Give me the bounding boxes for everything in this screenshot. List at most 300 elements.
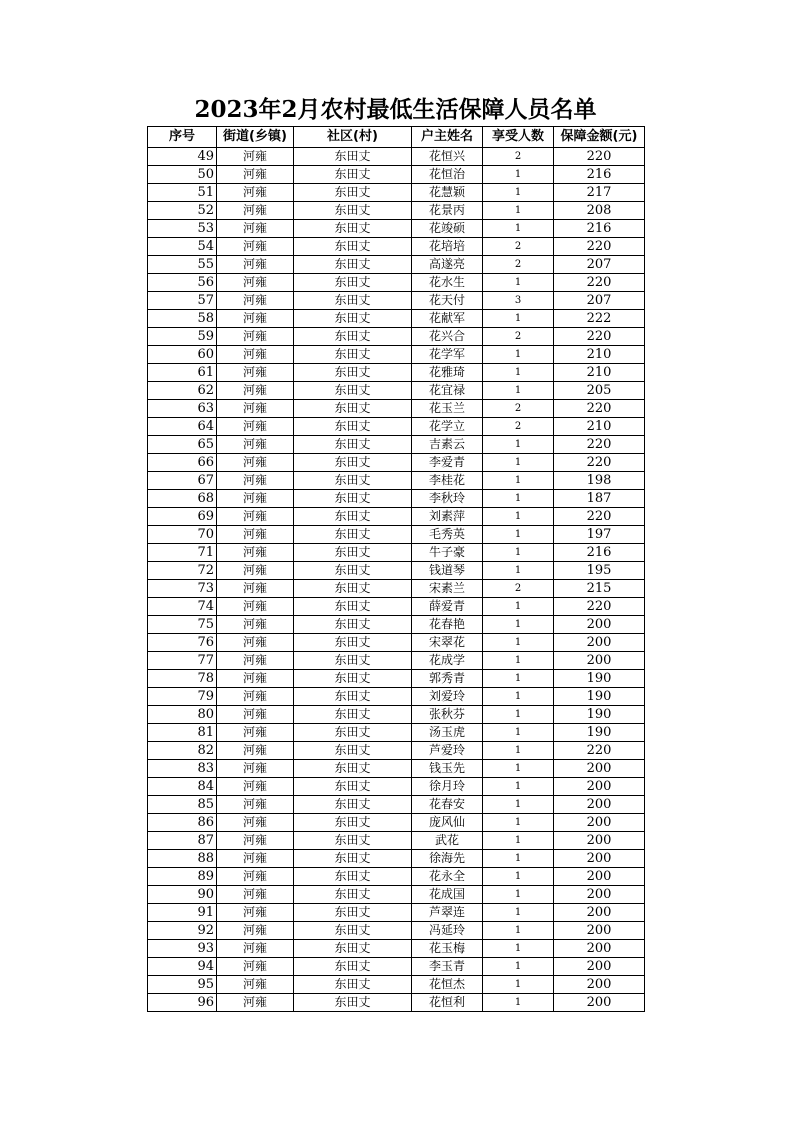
table-row bbox=[148, 778, 645, 796]
row-community: 东田丈 bbox=[294, 346, 412, 364]
row-community: 东田丈 bbox=[294, 778, 412, 796]
row-street: 河雍 bbox=[217, 778, 294, 796]
table-row bbox=[148, 328, 645, 346]
row-seq: 68 bbox=[148, 490, 217, 508]
row-community: 东田丈 bbox=[294, 616, 412, 634]
table-row bbox=[148, 238, 645, 256]
row-amount: 220 bbox=[554, 274, 645, 292]
row-people-count: 1 bbox=[483, 922, 554, 940]
row-people-count: 1 bbox=[483, 832, 554, 850]
row-street: 河雍 bbox=[217, 706, 294, 724]
row-seq: 55 bbox=[148, 256, 217, 274]
row-householder: 花玉梅 bbox=[412, 940, 483, 958]
row-amount: 208 bbox=[554, 202, 645, 220]
row-householder: 李爱青 bbox=[412, 454, 483, 472]
row-seq: 65 bbox=[148, 436, 217, 454]
row-seq: 86 bbox=[148, 814, 217, 832]
row-seq: 83 bbox=[148, 760, 217, 778]
row-amount: 200 bbox=[554, 832, 645, 850]
row-street: 河雍 bbox=[217, 850, 294, 868]
row-householder: 花恒杰 bbox=[412, 976, 483, 994]
row-amount: 187 bbox=[554, 490, 645, 508]
row-amount: 190 bbox=[554, 706, 645, 724]
row-householder: 钱道琴 bbox=[412, 562, 483, 580]
table-row bbox=[148, 472, 645, 490]
row-amount: 200 bbox=[554, 652, 645, 670]
row-householder: 薛爱青 bbox=[412, 598, 483, 616]
row-street: 河雍 bbox=[217, 724, 294, 742]
row-street: 河雍 bbox=[217, 400, 294, 418]
row-street: 河雍 bbox=[217, 562, 294, 580]
table-row bbox=[148, 526, 645, 544]
row-seq: 66 bbox=[148, 454, 217, 472]
row-people-count: 1 bbox=[483, 526, 554, 544]
row-people-count: 1 bbox=[483, 706, 554, 724]
row-street: 河雍 bbox=[217, 688, 294, 706]
table-row bbox=[148, 940, 645, 958]
row-amount: 200 bbox=[554, 958, 645, 976]
row-amount: 200 bbox=[554, 814, 645, 832]
row-people-count: 2 bbox=[483, 148, 554, 166]
row-people-count: 1 bbox=[483, 184, 554, 202]
table-header-row bbox=[148, 127, 645, 148]
row-community: 东田丈 bbox=[294, 292, 412, 310]
row-householder: 花学立 bbox=[412, 418, 483, 436]
row-householder: 花宜禄 bbox=[412, 382, 483, 400]
table-row bbox=[148, 760, 645, 778]
row-street: 河雍 bbox=[217, 364, 294, 382]
row-seq: 75 bbox=[148, 616, 217, 634]
row-community: 东田丈 bbox=[294, 274, 412, 292]
row-community: 东田丈 bbox=[294, 184, 412, 202]
row-householder: 花成国 bbox=[412, 886, 483, 904]
row-people-count: 2 bbox=[483, 400, 554, 418]
row-people-count: 1 bbox=[483, 796, 554, 814]
table-row bbox=[148, 958, 645, 976]
row-amount: 200 bbox=[554, 616, 645, 634]
row-amount: 200 bbox=[554, 904, 645, 922]
row-street: 河雍 bbox=[217, 418, 294, 436]
row-people-count: 1 bbox=[483, 940, 554, 958]
row-amount: 197 bbox=[554, 526, 645, 544]
row-householder: 高遂亮 bbox=[412, 256, 483, 274]
row-people-count: 2 bbox=[483, 256, 554, 274]
row-amount: 220 bbox=[554, 508, 645, 526]
table-row bbox=[148, 490, 645, 508]
row-seq: 61 bbox=[148, 364, 217, 382]
row-seq: 95 bbox=[148, 976, 217, 994]
row-community: 东田丈 bbox=[294, 976, 412, 994]
row-seq: 51 bbox=[148, 184, 217, 202]
row-street: 河雍 bbox=[217, 958, 294, 976]
row-amount: 200 bbox=[554, 886, 645, 904]
row-community: 东田丈 bbox=[294, 868, 412, 886]
row-people-count: 1 bbox=[483, 994, 554, 1012]
row-amount: 207 bbox=[554, 292, 645, 310]
table-row bbox=[148, 454, 645, 472]
row-street: 河雍 bbox=[217, 328, 294, 346]
row-community: 东田丈 bbox=[294, 922, 412, 940]
row-community: 东田丈 bbox=[294, 562, 412, 580]
row-householder: 花成学 bbox=[412, 652, 483, 670]
row-street: 河雍 bbox=[217, 382, 294, 400]
table-row bbox=[148, 616, 645, 634]
row-community: 东田丈 bbox=[294, 328, 412, 346]
row-seq: 85 bbox=[148, 796, 217, 814]
header-people-count: 享受人数 bbox=[483, 127, 554, 148]
row-people-count: 1 bbox=[483, 454, 554, 472]
row-street: 河雍 bbox=[217, 310, 294, 328]
row-people-count: 1 bbox=[483, 760, 554, 778]
row-seq: 58 bbox=[148, 310, 217, 328]
row-householder: 芦翠连 bbox=[412, 904, 483, 922]
row-seq: 71 bbox=[148, 544, 217, 562]
row-street: 河雍 bbox=[217, 472, 294, 490]
table-row bbox=[148, 994, 645, 1012]
row-householder: 徐海先 bbox=[412, 850, 483, 868]
table-row bbox=[148, 184, 645, 202]
table-row bbox=[148, 886, 645, 904]
row-people-count: 1 bbox=[483, 778, 554, 796]
row-householder: 芦爱玲 bbox=[412, 742, 483, 760]
row-community: 东田丈 bbox=[294, 148, 412, 166]
row-community: 东田丈 bbox=[294, 958, 412, 976]
row-seq: 77 bbox=[148, 652, 217, 670]
table-row bbox=[148, 562, 645, 580]
row-amount: 210 bbox=[554, 418, 645, 436]
table-row bbox=[148, 274, 645, 292]
row-people-count: 1 bbox=[483, 868, 554, 886]
row-community: 东田丈 bbox=[294, 850, 412, 868]
row-people-count: 2 bbox=[483, 328, 554, 346]
row-street: 河雍 bbox=[217, 274, 294, 292]
row-street: 河雍 bbox=[217, 346, 294, 364]
row-seq: 93 bbox=[148, 940, 217, 958]
row-street: 河雍 bbox=[217, 994, 294, 1012]
row-householder: 花竣硕 bbox=[412, 220, 483, 238]
row-householder: 花水生 bbox=[412, 274, 483, 292]
row-community: 东田丈 bbox=[294, 796, 412, 814]
row-amount: 195 bbox=[554, 562, 645, 580]
row-people-count: 1 bbox=[483, 274, 554, 292]
row-householder: 花恒利 bbox=[412, 994, 483, 1012]
row-householder: 花培培 bbox=[412, 238, 483, 256]
row-householder: 钱玉先 bbox=[412, 760, 483, 778]
row-community: 东田丈 bbox=[294, 652, 412, 670]
row-householder: 牛子豪 bbox=[412, 544, 483, 562]
table-row bbox=[148, 544, 645, 562]
table-row bbox=[148, 292, 645, 310]
row-amount: 200 bbox=[554, 994, 645, 1012]
row-community: 东田丈 bbox=[294, 634, 412, 652]
table-row bbox=[148, 382, 645, 400]
row-street: 河雍 bbox=[217, 616, 294, 634]
row-householder: 庞风仙 bbox=[412, 814, 483, 832]
row-seq: 57 bbox=[148, 292, 217, 310]
table-row bbox=[148, 346, 645, 364]
row-householder: 花玉兰 bbox=[412, 400, 483, 418]
row-householder: 花恒兴 bbox=[412, 148, 483, 166]
row-seq: 64 bbox=[148, 418, 217, 436]
row-street: 河雍 bbox=[217, 544, 294, 562]
table-row bbox=[148, 922, 645, 940]
row-community: 东田丈 bbox=[294, 886, 412, 904]
row-street: 河雍 bbox=[217, 508, 294, 526]
row-householder: 花雅琦 bbox=[412, 364, 483, 382]
row-people-count: 1 bbox=[483, 850, 554, 868]
row-amount: 220 bbox=[554, 742, 645, 760]
row-street: 河雍 bbox=[217, 922, 294, 940]
row-amount: 200 bbox=[554, 796, 645, 814]
table-row bbox=[148, 904, 645, 922]
row-householder: 花春艳 bbox=[412, 616, 483, 634]
row-street: 河雍 bbox=[217, 454, 294, 472]
row-householder: 武花 bbox=[412, 832, 483, 850]
row-seq: 80 bbox=[148, 706, 217, 724]
table-row bbox=[148, 796, 645, 814]
row-people-count: 1 bbox=[483, 814, 554, 832]
row-amount: 217 bbox=[554, 184, 645, 202]
row-householder: 毛秀英 bbox=[412, 526, 483, 544]
table-row bbox=[148, 868, 645, 886]
row-seq: 87 bbox=[148, 832, 217, 850]
row-community: 东田丈 bbox=[294, 364, 412, 382]
table-row bbox=[148, 310, 645, 328]
row-amount: 220 bbox=[554, 148, 645, 166]
row-amount: 207 bbox=[554, 256, 645, 274]
table-row bbox=[148, 724, 645, 742]
row-householder: 花恒治 bbox=[412, 166, 483, 184]
row-community: 东田丈 bbox=[294, 508, 412, 526]
row-householder: 花景丙 bbox=[412, 202, 483, 220]
row-amount: 220 bbox=[554, 238, 645, 256]
row-amount: 205 bbox=[554, 382, 645, 400]
row-street: 河雍 bbox=[217, 220, 294, 238]
table-row bbox=[148, 436, 645, 454]
row-street: 河雍 bbox=[217, 526, 294, 544]
row-community: 东田丈 bbox=[294, 760, 412, 778]
row-community: 东田丈 bbox=[294, 994, 412, 1012]
row-householder: 刘爱玲 bbox=[412, 688, 483, 706]
page-title: 2023年2月农村最低生活保障人员名单 bbox=[194, 96, 597, 123]
row-community: 东田丈 bbox=[294, 310, 412, 328]
row-people-count: 1 bbox=[483, 616, 554, 634]
row-community: 东田丈 bbox=[294, 904, 412, 922]
table-row bbox=[148, 670, 645, 688]
row-community: 东田丈 bbox=[294, 526, 412, 544]
row-householder: 张秋芬 bbox=[412, 706, 483, 724]
row-people-count: 3 bbox=[483, 292, 554, 310]
row-street: 河雍 bbox=[217, 940, 294, 958]
row-amount: 200 bbox=[554, 634, 645, 652]
table-row bbox=[148, 652, 645, 670]
row-community: 东田丈 bbox=[294, 580, 412, 598]
row-seq: 69 bbox=[148, 508, 217, 526]
row-amount: 200 bbox=[554, 778, 645, 796]
table-row bbox=[148, 220, 645, 238]
row-amount: 200 bbox=[554, 760, 645, 778]
row-community: 东田丈 bbox=[294, 940, 412, 958]
row-householder: 宋翠花 bbox=[412, 634, 483, 652]
table-row bbox=[148, 256, 645, 274]
row-street: 河雍 bbox=[217, 832, 294, 850]
row-people-count: 1 bbox=[483, 904, 554, 922]
row-community: 东田丈 bbox=[294, 436, 412, 454]
row-people-count: 1 bbox=[483, 364, 554, 382]
row-householder: 汤玉虎 bbox=[412, 724, 483, 742]
row-street: 河雍 bbox=[217, 580, 294, 598]
row-street: 河雍 bbox=[217, 148, 294, 166]
row-seq: 56 bbox=[148, 274, 217, 292]
row-seq: 76 bbox=[148, 634, 217, 652]
row-amount: 215 bbox=[554, 580, 645, 598]
row-community: 东田丈 bbox=[294, 400, 412, 418]
row-seq: 59 bbox=[148, 328, 217, 346]
row-householder: 花献军 bbox=[412, 310, 483, 328]
row-people-count: 1 bbox=[483, 976, 554, 994]
row-people-count: 1 bbox=[483, 382, 554, 400]
row-householder: 花兴合 bbox=[412, 328, 483, 346]
table-row bbox=[148, 418, 645, 436]
row-people-count: 1 bbox=[483, 688, 554, 706]
row-householder: 徐月玲 bbox=[412, 778, 483, 796]
table-row bbox=[148, 976, 645, 994]
row-people-count: 1 bbox=[483, 886, 554, 904]
row-amount: 220 bbox=[554, 454, 645, 472]
row-street: 河雍 bbox=[217, 652, 294, 670]
row-community: 东田丈 bbox=[294, 724, 412, 742]
row-seq: 60 bbox=[148, 346, 217, 364]
row-seq: 90 bbox=[148, 886, 217, 904]
row-seq: 67 bbox=[148, 472, 217, 490]
row-seq: 62 bbox=[148, 382, 217, 400]
table-row bbox=[148, 832, 645, 850]
row-street: 河雍 bbox=[217, 166, 294, 184]
table-row bbox=[148, 814, 645, 832]
row-community: 东田丈 bbox=[294, 688, 412, 706]
row-householder: 宋素兰 bbox=[412, 580, 483, 598]
row-people-count: 1 bbox=[483, 742, 554, 760]
row-street: 河雍 bbox=[217, 292, 294, 310]
row-community: 东田丈 bbox=[294, 418, 412, 436]
row-people-count: 1 bbox=[483, 670, 554, 688]
row-seq: 63 bbox=[148, 400, 217, 418]
row-people-count: 1 bbox=[483, 310, 554, 328]
row-amount: 220 bbox=[554, 598, 645, 616]
row-street: 河雍 bbox=[217, 598, 294, 616]
row-seq: 96 bbox=[148, 994, 217, 1012]
table-row bbox=[148, 580, 645, 598]
row-street: 河雍 bbox=[217, 184, 294, 202]
row-seq: 74 bbox=[148, 598, 217, 616]
row-amount: 220 bbox=[554, 436, 645, 454]
row-householder: 花春安 bbox=[412, 796, 483, 814]
header-street: 街道(乡镇) bbox=[217, 127, 294, 148]
table-row bbox=[148, 148, 645, 166]
row-community: 东田丈 bbox=[294, 490, 412, 508]
row-community: 东田丈 bbox=[294, 814, 412, 832]
row-street: 河雍 bbox=[217, 868, 294, 886]
row-street: 河雍 bbox=[217, 796, 294, 814]
row-community: 东田丈 bbox=[294, 472, 412, 490]
row-people-count: 1 bbox=[483, 220, 554, 238]
row-people-count: 2 bbox=[483, 580, 554, 598]
table-row bbox=[148, 508, 645, 526]
row-people-count: 1 bbox=[483, 724, 554, 742]
row-people-count: 1 bbox=[483, 166, 554, 184]
table-row bbox=[148, 850, 645, 868]
row-community: 东田丈 bbox=[294, 202, 412, 220]
row-community: 东田丈 bbox=[294, 382, 412, 400]
row-householder: 李玉青 bbox=[412, 958, 483, 976]
row-seq: 88 bbox=[148, 850, 217, 868]
row-amount: 198 bbox=[554, 472, 645, 490]
row-community: 东田丈 bbox=[294, 454, 412, 472]
row-householder: 花学军 bbox=[412, 346, 483, 364]
row-community: 东田丈 bbox=[294, 238, 412, 256]
row-householder: 冯延玲 bbox=[412, 922, 483, 940]
table-row bbox=[148, 706, 645, 724]
row-street: 河雍 bbox=[217, 976, 294, 994]
row-amount: 210 bbox=[554, 346, 645, 364]
row-community: 东田丈 bbox=[294, 670, 412, 688]
row-street: 河雍 bbox=[217, 634, 294, 652]
row-street: 河雍 bbox=[217, 742, 294, 760]
row-street: 河雍 bbox=[217, 760, 294, 778]
row-community: 东田丈 bbox=[294, 166, 412, 184]
row-people-count: 2 bbox=[483, 418, 554, 436]
row-amount: 210 bbox=[554, 364, 645, 382]
row-seq: 72 bbox=[148, 562, 217, 580]
row-amount: 200 bbox=[554, 976, 645, 994]
row-people-count: 1 bbox=[483, 544, 554, 562]
row-seq: 53 bbox=[148, 220, 217, 238]
row-amount: 216 bbox=[554, 220, 645, 238]
row-street: 河雍 bbox=[217, 886, 294, 904]
row-people-count: 1 bbox=[483, 562, 554, 580]
row-street: 河雍 bbox=[217, 904, 294, 922]
table-row bbox=[148, 364, 645, 382]
row-householder: 吉素云 bbox=[412, 436, 483, 454]
row-householder: 刘素萍 bbox=[412, 508, 483, 526]
row-seq: 94 bbox=[148, 958, 217, 976]
row-community: 东田丈 bbox=[294, 256, 412, 274]
row-seq: 73 bbox=[148, 580, 217, 598]
row-community: 东田丈 bbox=[294, 544, 412, 562]
row-householder: 花慧颖 bbox=[412, 184, 483, 202]
row-amount: 190 bbox=[554, 670, 645, 688]
row-seq: 92 bbox=[148, 922, 217, 940]
row-street: 河雍 bbox=[217, 202, 294, 220]
row-people-count: 1 bbox=[483, 436, 554, 454]
row-amount: 220 bbox=[554, 328, 645, 346]
row-amount: 200 bbox=[554, 850, 645, 868]
row-community: 东田丈 bbox=[294, 706, 412, 724]
row-amount: 200 bbox=[554, 940, 645, 958]
header-householder: 户主姓名 bbox=[412, 127, 483, 148]
table-row bbox=[148, 688, 645, 706]
row-people-count: 1 bbox=[483, 202, 554, 220]
table-row bbox=[148, 202, 645, 220]
row-community: 东田丈 bbox=[294, 220, 412, 238]
row-seq: 79 bbox=[148, 688, 217, 706]
row-street: 河雍 bbox=[217, 814, 294, 832]
row-seq: 78 bbox=[148, 670, 217, 688]
row-amount: 200 bbox=[554, 868, 645, 886]
row-householder: 李桂花 bbox=[412, 472, 483, 490]
row-seq: 54 bbox=[148, 238, 217, 256]
row-seq: 82 bbox=[148, 742, 217, 760]
